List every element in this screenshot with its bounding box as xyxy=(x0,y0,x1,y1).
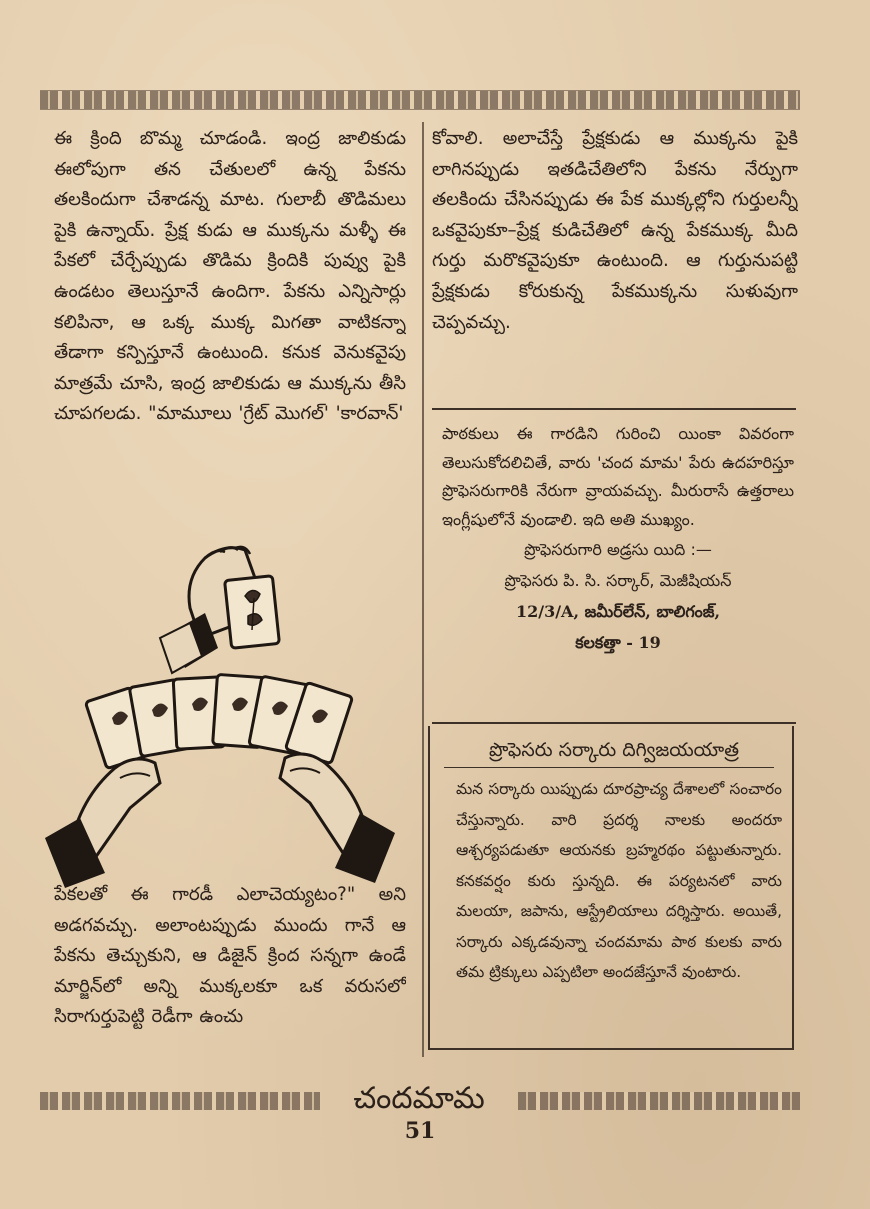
reader-notice xyxy=(442,420,794,658)
left-column-paragraph-top: ఈ క్రింది బొమ్మ చూడండి. ఇంద్ర జాలికుడు ఈలోపుగా తన చేతులలో ఉన్న పేకను తలకిందుగా చేశాడన్న మాట. గులాబీ తొడిమలు పైకి ఉన్నాయ్. ప్రేక్ష కుడు ఆ ముక్కను మళ్ళీ ఈ పేకలో చేర్చేప్పుడు తొడిమ క్రిందికి పువ్వు పైకి ఉండటం తెలుస్తూనే ఉందిగా. పేకను ఎన్నిసార్లు కలిపినా, ఆ ఒక్క ముక్క మిగతా వాటికన్నా తేడాగా కన్పిస్తూనే ఉంటుంది. కనుక వెనుకవైపు మాత్రమే చూసి, ఇంద్ర జాలికుడు ఆ ముక్కను తీసి చూపగలడు. "మామూలు 'గ్రేట్ మొగల్' 'కారవాన్' xyxy=(54,128,406,425)
box-top-rule xyxy=(432,722,796,724)
bottom-left-decorative-border xyxy=(40,1092,320,1110)
hands-with-playing-cards-illustration xyxy=(40,538,400,888)
section-rule xyxy=(432,408,796,410)
news-box-title-underline xyxy=(444,767,774,768)
left-hand-icon xyxy=(45,759,160,888)
bottom-right-decorative-border xyxy=(518,1092,800,1110)
news-box-title: ప్రొఫెసరు సర్కారు దిగ్విజయయాత్ర xyxy=(489,739,739,761)
left-column-paragraph-bottom: పేకలతో ఈ గారడీ ఎలాచెయ్యటం?" అని అడగవచ్చు. అలాంటప్పుడు ముందు గానే ఆ పేకను తెచ్చుకుని, ఆ డిజైన్ క్రింద సన్నగా ఉండే మార్జిన్‌లో అన్ని ముక్కలకూ ఒక వరుసలో సిరాగుర్తుపెట్టి రెడీగా ఉంచు xyxy=(54,884,406,1028)
news-box-text: మన సర్కారు యిప్పుడు దూరప్రాచ్య దేశాలలో సంచారం చేస్తున్నారు. వారి ప్రదర్శ నాలకు అందరూ ఆశ్చర్యపడుతూ ఆయనకు బ్రహ్మరథం పట్టుతున్నారు. కనకవర్షం కురు స్తున్నది. ఈ పర్యటనలో వారు మలయా, జపాను, ఆస్ట్రేలియాలు దర్శిస్తారు. అయితే, సర్కారు ఎక్కడవున్నా చందమామ పాఠ కులకు వారు తమ ట్రిక్కులు ఎప్పటిలా అందజేస్తూనే వుంటారు. xyxy=(456,780,782,981)
right-hand-icon xyxy=(280,754,395,883)
notice-name: ప్రొఫెసరు పి. సి. సర్కార్, మెజీషియన్ xyxy=(504,571,732,590)
magazine-title: చందమామ xyxy=(353,1081,485,1116)
top-hand-icon xyxy=(160,547,279,673)
notice-text: పాఠకులు ఈ గారడిని గురించి యింకా వివరంగా తెలుసుకోదలిచితే, వారు 'చంద మామ' పేరు ఉదహరిస్తూ ప్రొఫెసరుగారికి నేరుగా వ్రాయవచ్చు. మీరురాసే ఉత్తరాలు ఇంగ్లీషులోనే వుండాలి. ఇది అతి ముఖ్యం. xyxy=(442,424,794,529)
top-decorative-border xyxy=(40,90,800,110)
page-number: 51 xyxy=(404,1118,436,1144)
notice-address-label: ప్రొఫెసరుగారి అడ్రసు యిది :— xyxy=(524,540,712,559)
notice-city: కలకత్తా - 19 xyxy=(575,633,661,652)
right-column-paragraph-top: కోవాలి. అలాచేస్తే ప్రేక్షకుడు ఆ ముక్కను పైకి లాగినప్పుడు ఇతడిచేతిలోని పేకను నేర్పుగా తలకిందు చేసినప్పుడు ఈ పేక ముక్కల్లోని గుర్తులన్నీ ఒకవైపుకూ–ప్రేక్ష కుడిచేతిలో ఉన్న పేకముక్క మీది గుర్తు మరొకవైపుకూ ఉంటుంది. ఆ గుర్తునుపట్టి ప్రేక్షకుడు కోరుకున్న పేకముక్కను సుళువుగా చెప్పవచ్చు. xyxy=(432,128,798,333)
notice-street: 12/3/A, జమీర్‌లేన్, బాలిగంజ్, xyxy=(515,602,721,621)
column-divider xyxy=(422,122,424,1057)
